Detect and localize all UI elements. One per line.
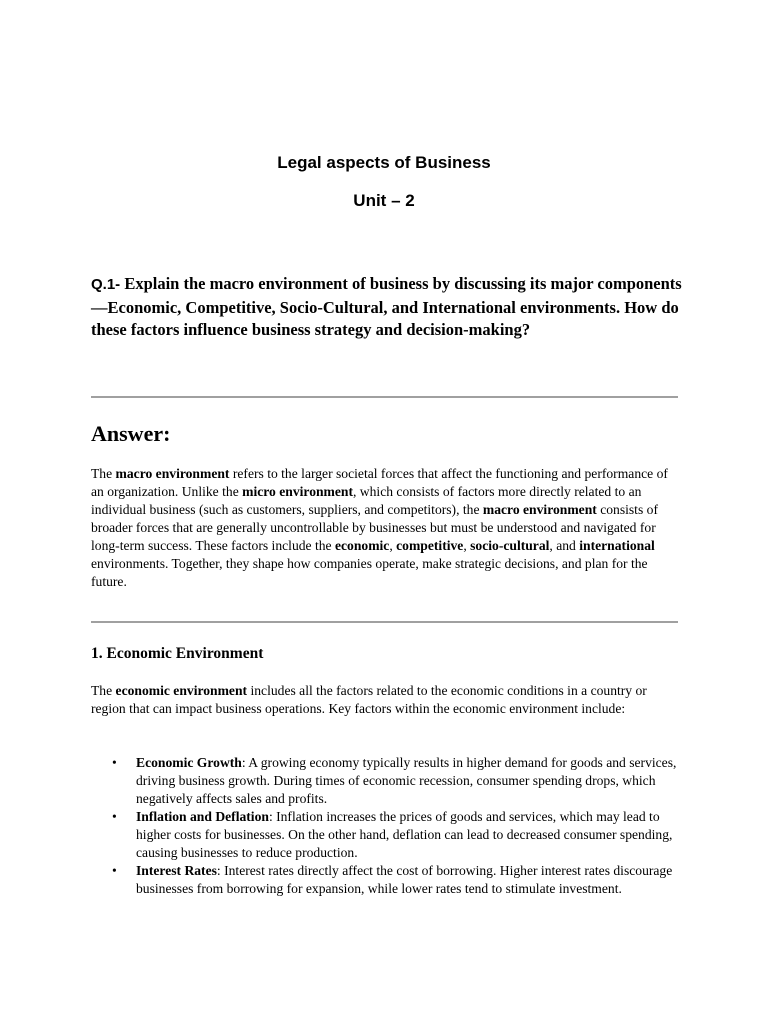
list-item	[91, 754, 681, 808]
text-run: , which consists of factors more directly related to an individual business (such as customers, suppliers, and competitors), the	[91, 484, 642, 517]
text-run: includes all the factors related to the economic conditions in a country or region that can impact business operations. Key factors within the economic environment include:	[91, 683, 647, 716]
text-run: refers to the larger societal forces that affect the functioning and performance of an organization. Unlike the	[91, 466, 668, 499]
intro-paragraph	[91, 465, 671, 591]
text-run: ,	[389, 538, 397, 553]
bullet-text: : Inflation increases the prices of goods and services, which may lead to higher costs for businesses. On the other hand, deflation can lead to decreased consumer spending, causing businesses to reduce production.	[136, 809, 673, 860]
bullet-marker: •	[112, 863, 117, 878]
bullet-marker: •	[112, 809, 117, 824]
bold-term: economic environment	[115, 683, 248, 698]
list-item	[91, 808, 681, 862]
text-run: The	[91, 683, 116, 698]
bullet-marker: •	[112, 755, 117, 770]
bold-term: economic	[334, 538, 390, 553]
document-title: Legal aspects of Business	[277, 153, 491, 172]
bullet-term: Inflation and Deflation	[136, 809, 269, 824]
bold-term: competitive	[396, 538, 464, 553]
bullet-term: Economic Growth	[136, 755, 242, 770]
question-number: Q.1-	[91, 276, 121, 293]
text-run: environments. Together, they shape how companies operate, make strategic decisions, and plan for the future.	[91, 556, 648, 589]
bold-term: international	[579, 538, 655, 553]
text-run: The	[91, 466, 116, 481]
bullet-text: : Interest rates directly affect the cost of borrowing. Higher interest rates discourage businesses from borrowing for expansion, while lower rates tend to stimulate investment.	[136, 863, 673, 896]
text-run: consists of broader forces that are generally uncontrollable by businesses but must be understood and navigated for long-term success. These factors include the	[91, 502, 658, 553]
bullet-list	[91, 754, 681, 898]
text-run: ,	[463, 538, 471, 553]
answer-heading: Answer:	[91, 421, 171, 446]
bold-term: socio-cultural	[470, 538, 550, 553]
question-body: Explain the macro environment of business by discussing its major components—Economic, Competitive, Socio-Cultural, and International environments. How do these factors influence business strategy and decision-making?	[91, 274, 682, 339]
section-intro-paragraph	[91, 682, 671, 718]
list-item	[91, 862, 681, 898]
text-run: , and	[549, 538, 580, 553]
bold-term: macro environment	[482, 502, 597, 517]
unit-label: Unit – 2	[353, 191, 415, 210]
bold-term: macro environment	[115, 466, 230, 481]
bullet-text: : A growing economy typically results in higher demand for goods and services, driving business growth. During times of economic recession, consumer spending drops, which negatively affects sales and profits.	[136, 755, 677, 806]
bullet-term: Interest Rates	[136, 863, 217, 878]
question-text	[91, 273, 691, 342]
section-heading: 1. Economic Environment	[91, 645, 264, 662]
divider	[91, 621, 678, 623]
bold-term: micro environment	[242, 484, 353, 499]
divider	[91, 396, 678, 398]
